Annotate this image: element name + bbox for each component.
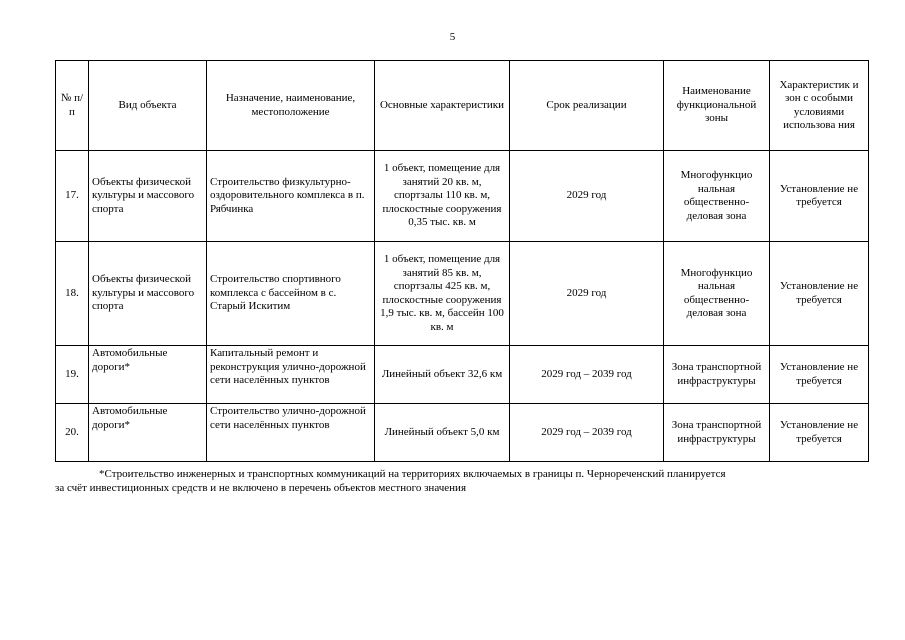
row-special-zones: Установление не требуется [770,346,869,404]
footnote-line-2: за счёт инвестиционных средств и не включено в перечень объектов местного значения [55,482,467,494]
row-term: 2029 год – 2039 год [510,346,664,404]
table-header-row [56,61,869,151]
row-zone: Зона транспортной инфраструктуры [664,404,770,462]
row-object-type: Объекты физической культуры и массового спорта [89,151,207,242]
page-number: 5 [449,31,456,43]
table-row [56,404,869,462]
footnote [55,467,868,495]
row-term: 2029 год [510,151,664,242]
row-zone: Зона транспортной инфраструктуры [664,346,770,404]
row-object-type: Автомобильные дороги* [89,404,207,462]
table-row [56,346,869,404]
row-num: 19. [56,346,89,404]
row-term: 2029 год [510,242,664,346]
table-row [56,242,869,346]
row-object-type: Объекты физической культуры и массового спорта [89,242,207,346]
objects-table [55,60,869,462]
row-purpose: Строительство физкультурно-оздоровительного комплекса в п. Рябчинка [207,151,375,242]
row-purpose: Капитальный ремонт и реконструкция улично-дорожной сети населённых пунктов [207,346,375,404]
row-characteristics: 1 объект, помещение для занятий 20 кв. м, спортзалы 110 кв. м, плоскостные сооружения 0,35 тыс. кв. м [375,151,510,242]
row-purpose: Строительство улично-дорожной сети населённых пунктов [207,404,375,462]
row-zone: Многофункцио нальная общественно-деловая зона [664,151,770,242]
row-object-type: Автомобильные дороги* [89,346,207,404]
row-special-zones: Установление не требуется [770,404,869,462]
row-characteristics: 1 объект, помещение для занятий 85 кв. м, спортзалы 425 кв. м, плоскостные сооружения 1,9 тыс. кв. м, бассейн 100 кв. м [375,242,510,346]
row-term: 2029 год – 2039 год [510,404,664,462]
row-special-zones: Установление не требуется [770,151,869,242]
header-term: Срок реализации [510,61,664,151]
row-zone: Многофункцио нальная общественно-деловая зона [664,242,770,346]
table-row [56,151,869,242]
header-object-type: Вид объекта [89,61,207,151]
row-num: 20. [56,404,89,462]
header-special-zones: Характеристик и зон с особыми условиями использова ния [770,61,869,151]
row-num: 17. [56,151,89,242]
footnote-line-1: *Строительство инженерных и транспортных коммуникаций на территориях включаемых в границы п. Чернореченский планируется [99,468,726,480]
row-special-zones: Установление не требуется [770,242,869,346]
header-purpose: Назначение, наименование, местоположение [207,61,375,151]
row-characteristics: Линейный объект 32,6 км [375,346,510,404]
header-num: № п/п [56,61,89,151]
header-zone: Наименование функциональной зоны [664,61,770,151]
row-num: 18. [56,242,89,346]
row-characteristics: Линейный объект 5,0 км [375,404,510,462]
header-characteristics: Основные характеристики [375,61,510,151]
row-purpose: Строительство спортивного комплекса с бассейном в с. Старый Искитим [207,242,375,346]
